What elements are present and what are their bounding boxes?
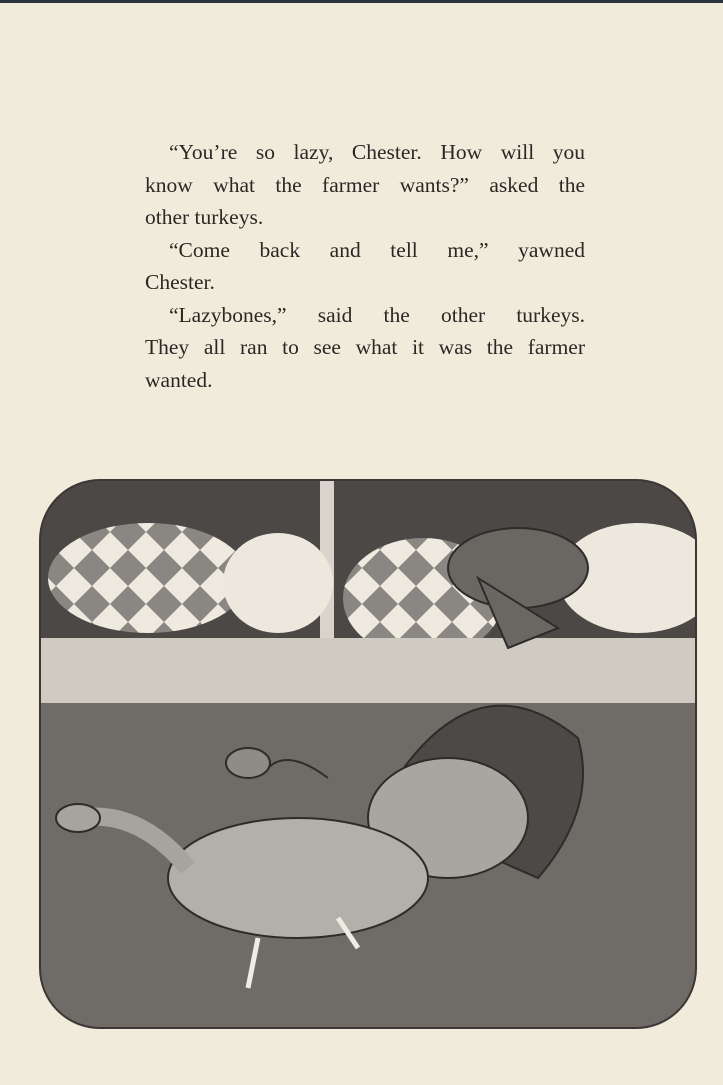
- text-line: wanted.: [145, 367, 213, 392]
- bed-edge: [38, 638, 698, 703]
- text-line: other turkeys.: [145, 205, 264, 229]
- text-line: “Come back and tell me,” yawned: [169, 237, 585, 262]
- page-edge: [0, 0, 723, 3]
- text-line: “You’re so lazy, Chester. How will you: [169, 140, 585, 164]
- text-line: They all ran to see what it was the farmer: [145, 335, 585, 359]
- turkey-illustration: [38, 478, 698, 1030]
- text-line: Chester.: [145, 270, 215, 294]
- text-line: know what the farmer wants?” asked the: [145, 172, 585, 197]
- pillow: [48, 523, 248, 633]
- text-line: “Lazybones,” said the other turkeys.: [169, 302, 585, 327]
- story-text: [145, 136, 585, 396]
